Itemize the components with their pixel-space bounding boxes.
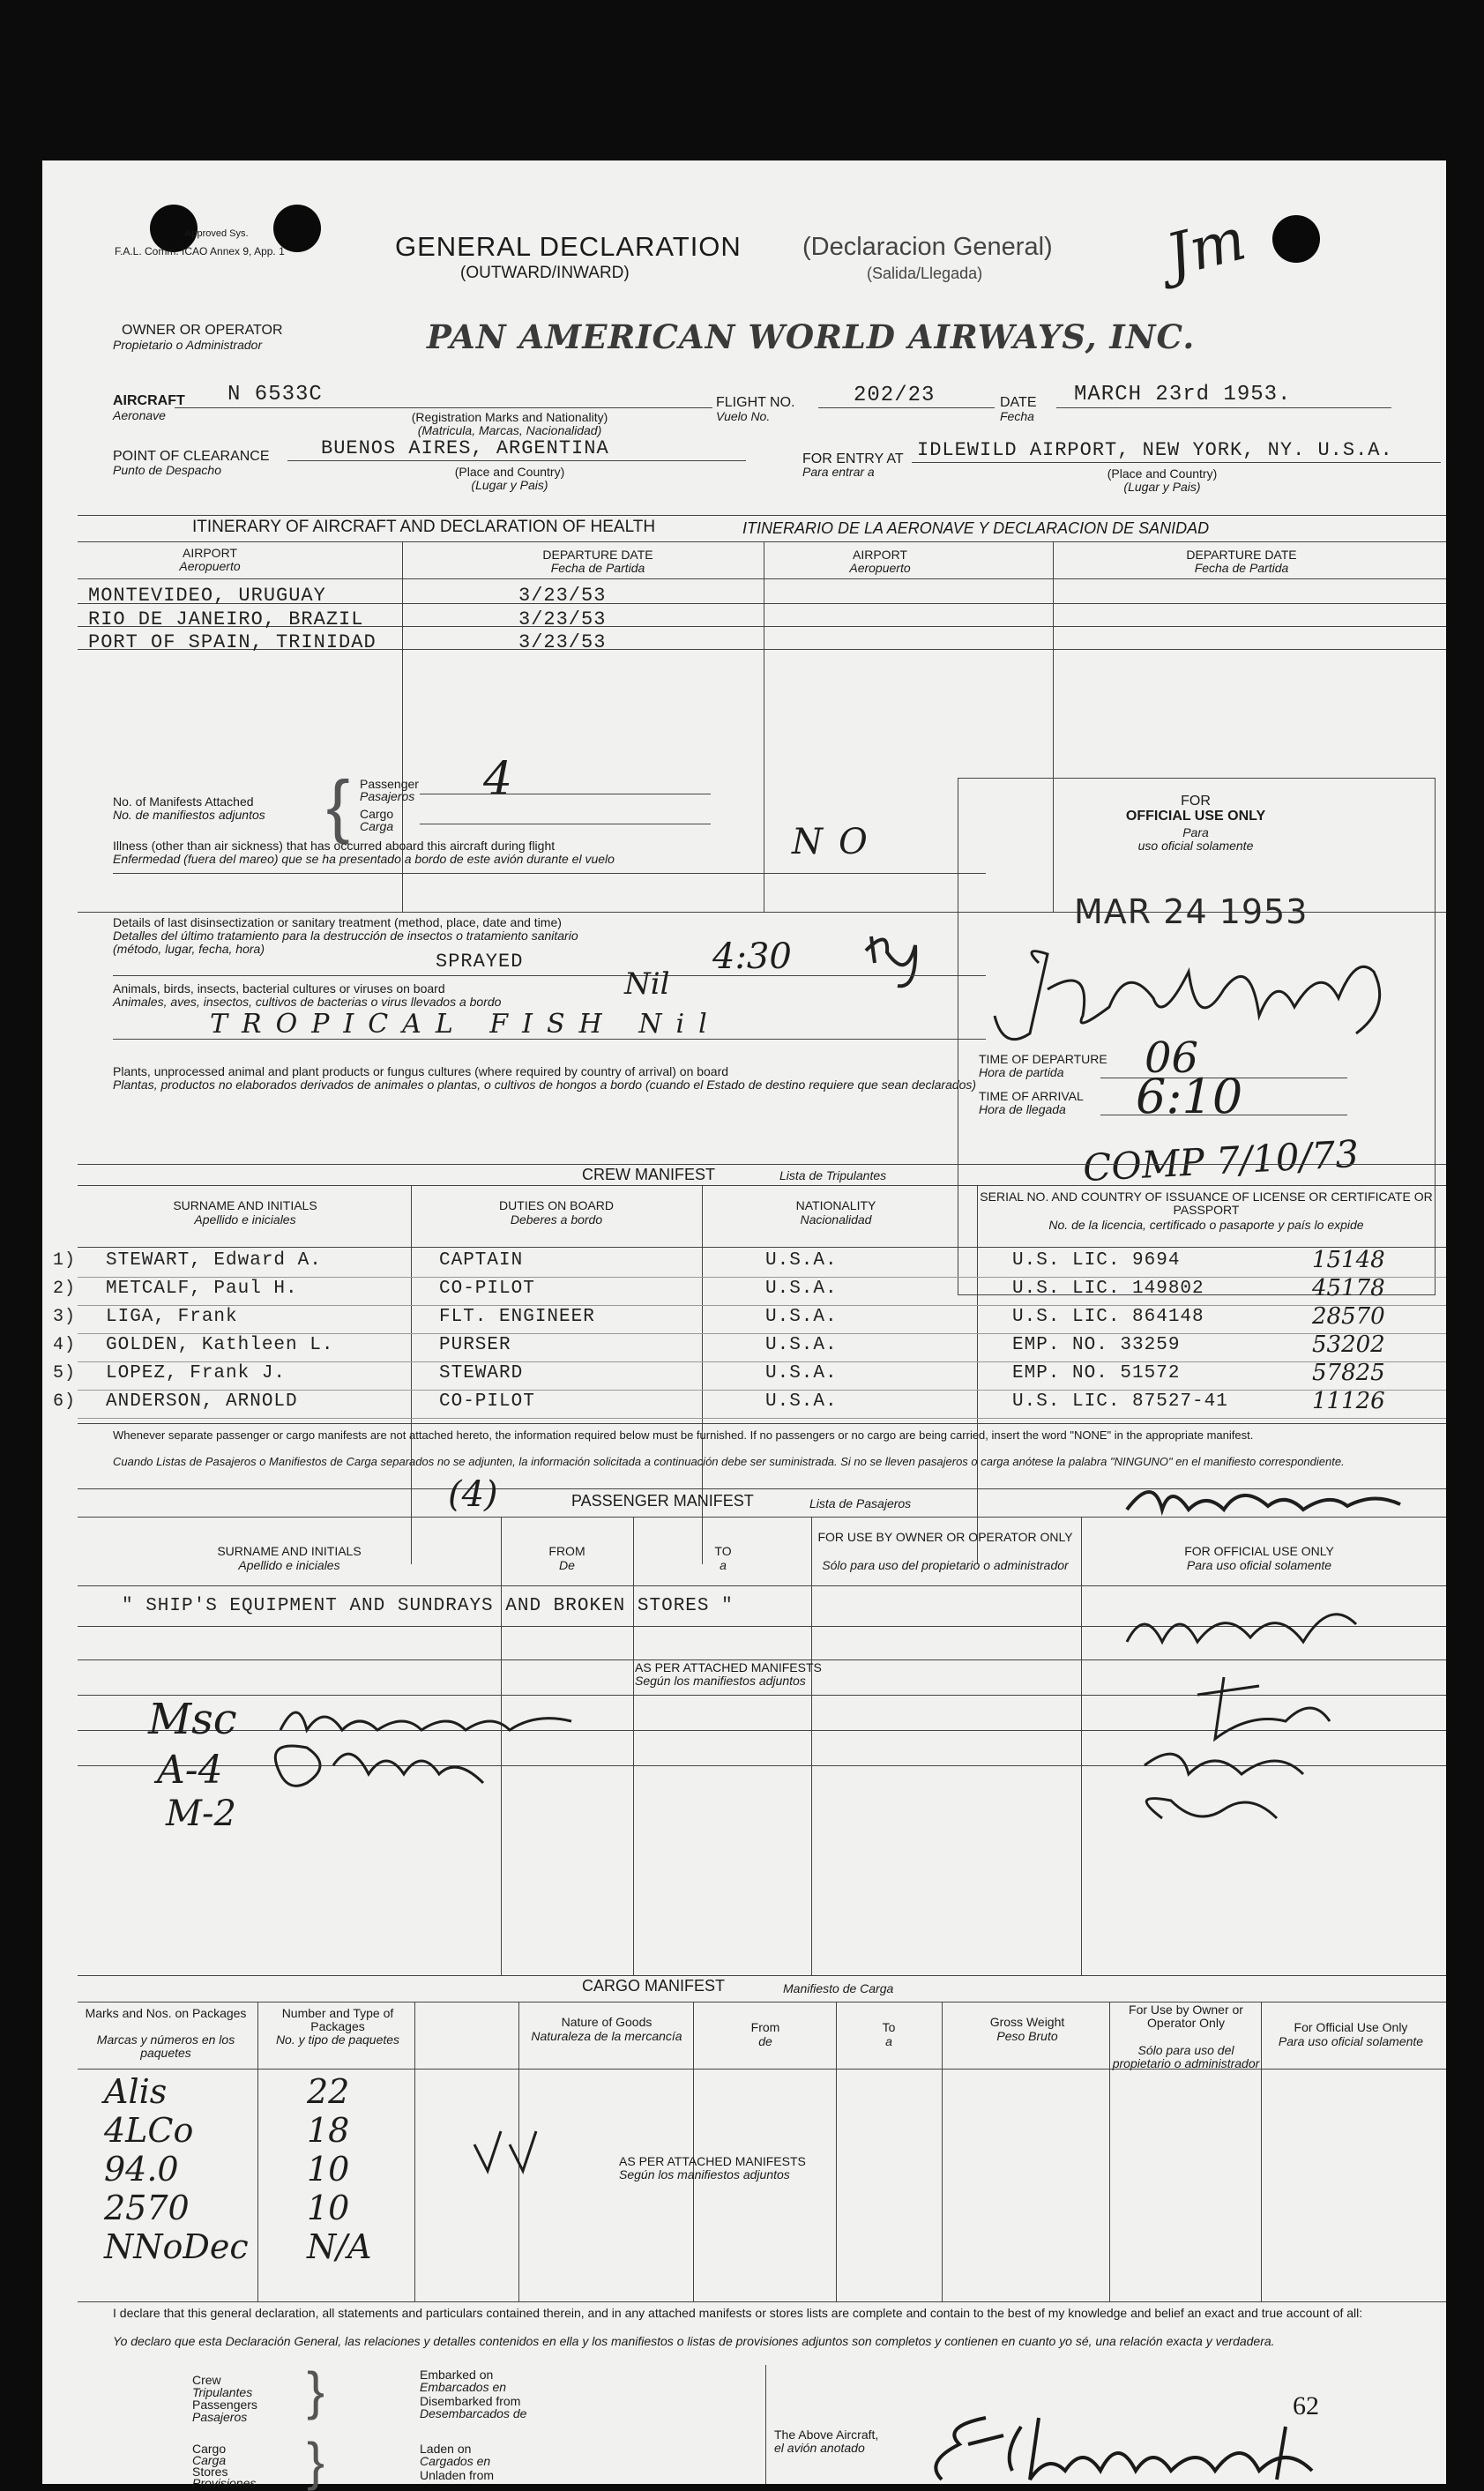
clearance-label-es: Punto de Despacho bbox=[113, 463, 221, 477]
decl-unladen: Unladen from bbox=[420, 2468, 495, 2482]
decl-crew-es: Tripulantes bbox=[192, 2385, 253, 2399]
itinerary-airport-header: AIRPORT bbox=[183, 546, 237, 560]
crew-handwritten-id: 15148 bbox=[1312, 1247, 1385, 1273]
itinerary-date-header-es-2: Fecha de Partida bbox=[1194, 561, 1289, 575]
official-handwritten-notes bbox=[1109, 1589, 1436, 2012]
passenger-label: Passenger bbox=[360, 777, 419, 791]
cargo-from-header: From bbox=[750, 2020, 780, 2034]
cargo-packages-header-es: No. y tipo de paquetes bbox=[275, 2032, 400, 2047]
aircraft-label: AIRCRAFT bbox=[113, 393, 185, 408]
crew-duty: FLT. ENGINEER bbox=[439, 1307, 595, 1327]
arrival-time-label-es: Hora de llegada bbox=[979, 1102, 1066, 1116]
crew-serial: U.S. LIC. 87527-41 bbox=[1012, 1391, 1228, 1412]
arrival-date-stamp: MAR 24 1953 bbox=[1074, 892, 1309, 931]
departure-time-label: TIME OF DEPARTURE bbox=[979, 1052, 1107, 1066]
passenger-to-header: TO bbox=[714, 1544, 732, 1558]
cargo-marks: 4LCo bbox=[104, 2111, 194, 2150]
crew-name-header: SURNAME AND INITIALS bbox=[173, 1198, 317, 1212]
cargo-weight-header: Gross Weight bbox=[989, 2015, 1065, 2029]
itinerary-date-header-2: DEPARTURE DATE bbox=[1186, 548, 1297, 562]
handwritten-initials: Jm bbox=[1160, 205, 1253, 290]
itinerary-date-header-es: Fecha de Partida bbox=[550, 561, 645, 575]
official-title-2: OFFICIAL USE ONLY bbox=[1125, 809, 1266, 824]
animals-label: Animals, birds, insects, bacterial cultures or viruses on board bbox=[113, 981, 445, 996]
illness-value: NO bbox=[792, 822, 884, 862]
manifests-label: No. of Manifests Attached bbox=[113, 794, 254, 809]
passenger-official-header: FOR OFFICIAL USE ONLY bbox=[1184, 1544, 1334, 1558]
crew-row-number: 1) bbox=[53, 1250, 77, 1271]
crew-duties-header: DUTIES ON BOARD bbox=[499, 1198, 614, 1212]
entry-label-es: Para entrar a bbox=[802, 465, 875, 479]
cargo-package-count: N/A bbox=[307, 2227, 372, 2266]
disinsection-initials bbox=[862, 928, 933, 989]
crew-nationality: U.S.A. bbox=[765, 1279, 838, 1299]
passenger-handwriting-scribble-2 bbox=[254, 1730, 536, 1801]
passenger-name-header-es: Apellido e iniciales bbox=[238, 1558, 340, 1572]
disinsection-label-es2: (método, lugar, fecha, hora) bbox=[113, 942, 265, 956]
captain-signature bbox=[906, 2409, 1400, 2484]
itinerary-airport-header-es-2: Aeropuerto bbox=[849, 561, 911, 575]
passenger-owner-header-es: Sólo para uso del propietario o administrador bbox=[822, 1558, 1069, 1572]
crew-serial: U.S. LIC. 149802 bbox=[1012, 1279, 1204, 1299]
clearance-note-es: (Lugar y Pais) bbox=[471, 478, 548, 492]
cargo-to-header-es: a bbox=[885, 2034, 892, 2048]
crew-serial: EMP. NO. 51572 bbox=[1012, 1363, 1181, 1383]
passenger-title: PASSENGER MANIFEST bbox=[571, 1492, 754, 1510]
crew-duty: CAPTAIN bbox=[439, 1250, 524, 1271]
form-title-es: (Declaracion General) bbox=[802, 233, 1053, 261]
cargo-package-count: 22 bbox=[307, 2072, 350, 2111]
itinerary-airport-header-es: Aeropuerto bbox=[179, 559, 241, 573]
passenger-manifest-count: 4 bbox=[483, 753, 513, 806]
crew-handwritten-id: 57825 bbox=[1312, 1360, 1385, 1386]
entry-label: FOR ENTRY AT bbox=[802, 451, 904, 466]
itinerary-title-es: ITINERARIO DE LA AERONAVE Y DECLARACION DE SANIDAD bbox=[742, 519, 1210, 537]
decl-cargo: Cargo bbox=[192, 2442, 227, 2456]
cargo-attached-es: Según los manifiestos adjuntos bbox=[619, 2167, 790, 2181]
crew-notice-es: Cuando Listas de Pasajeros o Manifiestos de Carga separados no se adjunten, la información solicitada a continuación debe ser suministrada. Si no se lleven pasajeros o carga anótese la palabra "NINGUNO" en el manifiesto correspondiente. bbox=[113, 1455, 1345, 1468]
cargo-marks: Alis bbox=[104, 2072, 168, 2111]
cargo-label-es: Carga bbox=[360, 819, 394, 833]
disinsection-time: 4:30 bbox=[712, 936, 792, 977]
cargo-marks-header: Marks and Nos. on Packages bbox=[85, 2006, 247, 2020]
declaration-text-es: Yo declaro que esta Declaración General, las relaciones y detalles contenidos en ella y los manifiestos o listas de provisiones adjuntos son completos y contienen en cuanto yo sé, una relación exacta y verdadera. bbox=[113, 2334, 1275, 2348]
declaration-text: I declare that this general declaration, all statements and particulars contained therein, and in any attached manifests or stores lists are complete and contain to the best of my knowledge and belief an exact and true account of all: bbox=[113, 2306, 1363, 2320]
cargo-label: Cargo bbox=[360, 807, 394, 821]
cargo-owner-header: For Use by Owner or Operator Only bbox=[1129, 2002, 1243, 2030]
decl-disembarked-es: Desembarcados de bbox=[420, 2406, 527, 2420]
form-subtitle: (OUTWARD/INWARD) bbox=[460, 264, 630, 282]
decl-laden: Laden on bbox=[420, 2442, 472, 2456]
crew-name: ANDERSON, ARNOLD bbox=[106, 1391, 298, 1412]
animals-handwritten-value: Nil bbox=[624, 966, 670, 1002]
cargo-marks: 94.0 bbox=[104, 2150, 179, 2189]
passenger-title-es: Lista de Pasajeros bbox=[809, 1496, 912, 1510]
crew-notice: Whenever separate passenger or cargo manifests are not attached hereto, the information required below must be furnished. If no passengers or no cargo are being carried, insert the word "NONE" in the appropriate manifest. bbox=[113, 1428, 1254, 1442]
flight-number: 202/23 bbox=[854, 384, 936, 407]
crew-row-number: 4) bbox=[53, 1335, 77, 1355]
crew-row-number: 6) bbox=[53, 1391, 77, 1412]
decl-laden-es: Cargados en bbox=[420, 2454, 491, 2468]
itinerary-row: PORT OF SPAIN, TRINIDAD bbox=[88, 631, 377, 653]
crew-row-number: 3) bbox=[53, 1307, 77, 1327]
crew-serial: EMP. NO. 33259 bbox=[1012, 1335, 1181, 1355]
operator-label: OWNER OR OPERATOR bbox=[122, 323, 283, 338]
comp-note: COMP 7/10/73 bbox=[1081, 1131, 1361, 1190]
crew-duties-header-es: Deberes a bordo bbox=[510, 1212, 603, 1227]
crew-name: LOPEZ, Frank J. bbox=[106, 1363, 287, 1383]
official-title-es: Para bbox=[1182, 825, 1209, 839]
declaration-form: Approved Sys. F.A.L. Comm. ICAO Annex 9, App. 1 GENERAL DECLARATION (OUTWARD/INWARD) (Declaracion General) (Salida/Llegada) Jm OWNER OR OPERATOR Propietario o Administrador PAN AMERICAN WORLD AIRWAYS, INC. AIRCRAFT Aeronave N 6533C (Registration Marks and Nationality) (Matricula, Marcas, Nacionalidad) FLIGHT NO. Vuelo No. 202/23 DATE Fecha MARCH 23rd 1953. POINT OF CLEARANCE Punto de Despacho BUENOS AIRES, ARGENTINA (Place and Country) (Lugar y Pais) FOR ENTRY AT Para entrar a IDLEWILD AIRPORT, NEW YORK, NY. U.S.A. (Place and Country) (Lugar y Pais) ITINERARY OF AIRCRAFT AND DECLARATION OF HEALTH ITINERARIO DE LA AERONAVE Y DECLARACION DE SANIDAD AIRPORT Aeropuerto DEPARTURE DATE Fecha de Partida AIRPORT Aeropuerto DEPARTURE DATE Fecha de Partida MONTEVIDEO, URUGUAY 3/23/53 RIO DE JANEIRO, BRAZIL 3/23/53 PORT OF SPAIN, TRINIDAD 3/23/53 No. of Manifests Attached No. de manifiestos adjuntos { Passenger Pasajeros 4 Cargo Carga Illness (other than air sickness) that has occurred aboard this aircraft during flight Enfermedad (fuera del mareo) que se ha presentado a bordo de este avión durante el vuelo NO Details of last disinsectization or sanitary treatment (method, place, date and time) Detalles del último tratamiento para la destrucción de insectos o tratamiento sanitario (método, lugar, fecha, hora) SPRAYED 4:30 Animals, birds, insects, bacterial cultures or viruses on board Nil Animales, aves, insectos, cultivos de bacterias o virus llevados a bordo TROPICAL FISH Nil Plants, unprocessed animal and plant products or fungus cultures (where required by country of arrival) on board Plantas, productos no elaborados derivados de animales o plantas, o cultivos de hongos a bordo (cuando el Estado de destino requiere que sean declarados) FOR OFFICIAL USE ONLY Para uso oficial solamente MAR 24 1953 TIME OF DEPARTURE Hora de partida 06 TIME OF ARRIVAL Hora de llegada 6:10 COMP 7/10/73 CREW MANIFEST Lista de Tripulantes SURNAME AND INITIALS Apellido e iniciales DUTIES ON BOARD Deberes a bordo NATIONALITY Nacionalidad SERIAL NO. AND COUNTRY OF ISSUANCE OF LICENSE OR CERTIFICATE OR PASSPORT No. de la licencia, certificado o pasaporte y país lo expide Whenever separate passenger or cargo manifests are not attached hereto, the information required below must be furnished. If no passengers or no cargo are being carried, insert the word "NONE" in the appropriate manifest. Cuando Listas de Pasajeros o Manifiestos de Carga separados no se adjunten, la información solicitada a continuación debe ser suministrada. Si no se lleven pasajeros o carga anótese la palabra "NINGUNO" en el manifiesto correspondiente. (4) PASSENGER MANIFEST Lista de Pasajeros SURNAME AND INITIALS Apellido e iniciales FROM De TO a FOR USE BY OWNER OR OPERATOR ONLY Sólo para uso del propietario o administrador FOR OFFICIAL USE ONLY Para uso oficial solamente " SHIP'S EQUIPMENT AND SUNDRAYS AND BROKEN STORES " AS PER ATTACHED MANIFESTS Según los manifiestos adjuntos Msc A-4 M-2 CARGO MANIFEST Manifiesto de Carga Marks and Nos. on Packages Marcas y números en los paquetes Number and Type of Packages No. y tipo de paquetes Nature of Goods Naturaleza de la mercancía From de To a Gross Weight Peso Bruto For Use by Owner or Operator Only Sólo para uso del propietario o administrador For Official Use Only Para uso oficial solamente AS PER ATTACHED MANIFESTS Según los manifiestos adjuntos I declare that this general declaration, all statements and particulars contained therein, and in any attached manifests or stores lists are complete and contain to the best of my knowledge and belief an exact and true account of all: Yo declaro que esta Declaración General, las relaciones y detalles contenidos en ella y los manifiestos o listas de provisiones adjuntos son completos y contienen en cuanto yo sé, una relación exacta y verdadera. Crew Tripulantes Passengers Pasajeros } Embarked on Embarcados en Disembarked from Desembarcados de Cargo Carga Stores Provisiones } Laden on Cargados en Unladen from The Above Aircraft, el avión anotado 62 1) STEWART, Edward A. CAPTAIN U.S.A. U.S. LIC. 9694 15148 2) METCALF, Paul H. CO-PILOT U.S.A. U.S. LIC. 149802 45178 3) LIGA, Frank FLT. ENGINEER U.S.A. U.S. LIC. 864148 28570 4) GOLDEN, Kathleen L. PURSER U.S.A. EMP. NO. 33259 53202 5) LOPEZ, Frank J. STEWARD U.S.A. EMP. NO. 51572 57825 6) ANDERSON, ARNOLD CO-PILOT U.S.A. U.S. LIC. 87527-41 11126 Alis 22 4LCo 18 94.0 10 2570 10 NNoDec N/A bbox=[42, 160, 1446, 2484]
animals-label-es: Animales, aves, insectos, cultivos de bacterias o virus llevados a bordo bbox=[113, 995, 502, 1009]
disinsection-label: Details of last disinsectization or sanitary treatment (method, place, date and time) bbox=[113, 915, 562, 929]
aircraft-note: (Registration Marks and Nationality) bbox=[411, 410, 608, 424]
passenger-handwritten-1: Msc bbox=[148, 1695, 237, 1744]
cargo-title: CARGO MANIFEST bbox=[582, 1977, 726, 1995]
cargo-nature-header-es: Naturaleza de la mercancía bbox=[531, 2029, 682, 2043]
cargo-attached: AS PER ATTACHED MANIFESTS bbox=[619, 2154, 806, 2168]
illness-label-es: Enfermedad (fuera del mareo) que se ha presentado a bordo de este avión durante el vuelo bbox=[113, 852, 615, 866]
itinerary-row-date: 3/23/53 bbox=[518, 608, 607, 630]
crew-name: GOLDEN, Kathleen L. bbox=[106, 1335, 334, 1355]
approval-stamp: Approved Sys. bbox=[185, 228, 249, 239]
itinerary-row-date: 3/23/53 bbox=[518, 631, 607, 653]
crew-nationality: U.S.A. bbox=[765, 1307, 838, 1327]
manifests-label-es: No. de manifiestos adjuntos bbox=[113, 808, 265, 822]
crew-handwritten-id: 45178 bbox=[1312, 1275, 1385, 1301]
clearance-note: (Place and Country) bbox=[454, 465, 565, 479]
passenger-from-header: FROM bbox=[548, 1544, 585, 1558]
crew-title: CREW MANIFEST bbox=[582, 1166, 715, 1183]
crew-duty: CO-PILOT bbox=[439, 1279, 535, 1299]
crew-nationality: U.S.A. bbox=[765, 1335, 838, 1355]
arrival-time-label: TIME OF ARRIVAL bbox=[979, 1089, 1084, 1103]
operator-name: PAN AMERICAN WORLD AIRWAYS, INC. bbox=[427, 317, 1196, 356]
itinerary-row-date: 3/23/53 bbox=[518, 585, 607, 607]
passenger-label-es: Pasajeros bbox=[360, 789, 415, 803]
passenger-handwritten-2: A-4 bbox=[157, 1748, 223, 1793]
flight-label-es: Vuelo No. bbox=[716, 409, 771, 423]
punch-hole bbox=[1272, 215, 1320, 263]
disinsection-label-es: Detalles del último tratamiento para la destrucción de insectos o tratamiento sanitario bbox=[113, 929, 578, 943]
flight-label: FLIGHT NO. bbox=[716, 395, 795, 410]
aircraft-registration: N 6533C bbox=[227, 383, 323, 406]
flight-date: MARCH 23rd 1953. bbox=[1074, 383, 1292, 406]
cargo-owner-header-es: Sólo para uso del propietario o administrador bbox=[1112, 2043, 1260, 2070]
date-label: DATE bbox=[1000, 395, 1037, 410]
crew-name: LIGA, Frank bbox=[106, 1307, 238, 1327]
crew-row-number: 2) bbox=[53, 1279, 77, 1299]
approval-reference: F.A.L. Comm. ICAO Annex 9, App. 1 bbox=[115, 245, 285, 257]
crew-handwritten-id: 53202 bbox=[1312, 1331, 1385, 1358]
plants-label-es: Plantas, productos no elaborados derivados de animales o plantas, o cultivos de hongos a bordo (cuando el Estado de destino requiere que sean declarados) bbox=[113, 1078, 977, 1092]
crew-nationality: U.S.A. bbox=[765, 1363, 838, 1383]
decl-aircraft: The Above Aircraft, bbox=[774, 2428, 879, 2442]
cargo-check-marks bbox=[466, 2127, 571, 2180]
itinerary-title: ITINERARY OF AIRCRAFT AND DECLARATION OF HEALTH bbox=[192, 518, 656, 536]
departure-time-value: 06 bbox=[1145, 1033, 1199, 1083]
clearance-label: POINT OF CLEARANCE bbox=[113, 449, 270, 464]
decl-embarked: Embarked on bbox=[420, 2368, 494, 2382]
form-subtitle-es: (Salida/Llegada) bbox=[867, 265, 983, 282]
cargo-to-header: To bbox=[882, 2020, 896, 2034]
itinerary-row: MONTEVIDEO, URUGUAY bbox=[88, 585, 326, 607]
crew-serial: U.S. LIC. 9694 bbox=[1012, 1250, 1181, 1271]
crew-duty: STEWARD bbox=[439, 1363, 524, 1383]
decl-passengers: Passengers bbox=[192, 2398, 257, 2412]
passenger-handwritten-3: M-2 bbox=[166, 1794, 236, 1834]
disinsection-method: SPRAYED bbox=[436, 951, 524, 973]
passenger-name-header: SURNAME AND INITIALS bbox=[217, 1544, 362, 1558]
cargo-marks: 2570 bbox=[104, 2189, 190, 2227]
itinerary-airport-header-2: AIRPORT bbox=[853, 548, 907, 562]
aircraft-note-es: (Matricula, Marcas, Nacionalidad) bbox=[417, 423, 602, 437]
crew-title-es: Lista de Tripulantes bbox=[779, 1168, 887, 1182]
cargo-package-count: 18 bbox=[307, 2111, 350, 2150]
cargo-official-header: For Official Use Only bbox=[1294, 2020, 1408, 2034]
cargo-title-es: Manifiesto de Carga bbox=[783, 1981, 894, 1995]
entry-note: (Place and Country) bbox=[1107, 466, 1218, 481]
passenger-owner-header: FOR USE BY OWNER OR OPERATOR ONLY bbox=[817, 1530, 1073, 1544]
page-number: 62 bbox=[1293, 2391, 1319, 2420]
crew-nationality: U.S.A. bbox=[765, 1250, 838, 1271]
official-title: FOR bbox=[1181, 794, 1211, 809]
decl-aircraft-es: el avión anotado bbox=[774, 2441, 865, 2455]
crew-duty: CO-PILOT bbox=[439, 1391, 535, 1412]
crew-handwritten-id: 28570 bbox=[1312, 1303, 1385, 1330]
cargo-official-header-es: Para uso oficial solamente bbox=[1278, 2034, 1424, 2048]
date-label-es: Fecha bbox=[1000, 409, 1034, 423]
illness-label: Illness (other than air sickness) that has occurred aboard this aircraft during flight bbox=[113, 839, 556, 853]
animals-value: TROPICAL FISH Nil bbox=[210, 1009, 721, 1040]
decl-disembarked: Disembarked from bbox=[420, 2394, 521, 2408]
cargo-weight-header-es: Peso Bruto bbox=[996, 2029, 1058, 2043]
crew-serial-header-es: No. de la licencia, certificado o pasaporte y país lo expide bbox=[1048, 1218, 1364, 1232]
itinerary-row: RIO DE JANEIRO, BRAZIL bbox=[88, 608, 364, 630]
entry-point: IDLEWILD AIRPORT, NEW YORK, NY. U.S.A. bbox=[917, 439, 1393, 461]
passenger-manifest-initials bbox=[1118, 1474, 1418, 1527]
crew-serial-header: SERIAL NO. AND COUNTRY OF ISSUANCE OF LICENSE OR CERTIFICATE OR PASSPORT bbox=[980, 1190, 1433, 1217]
crew-duty: PURSER bbox=[439, 1335, 511, 1355]
passenger-stores-entry: " SHIP'S EQUIPMENT AND SUNDRAYS AND BROKEN STORES " bbox=[122, 1596, 734, 1616]
passenger-to-header-es: a bbox=[720, 1558, 727, 1572]
crew-row-number: 5) bbox=[53, 1363, 77, 1383]
passenger-attached: AS PER ATTACHED MANIFESTS bbox=[635, 1660, 822, 1674]
cargo-package-count: 10 bbox=[307, 2189, 350, 2227]
crew-handwritten-id: 11126 bbox=[1312, 1388, 1385, 1414]
crew-name: STEWART, Edward A. bbox=[106, 1250, 322, 1271]
entry-note-es: (Lugar y Pais) bbox=[1123, 480, 1201, 494]
decl-crew: Crew bbox=[192, 2373, 221, 2387]
crew-serial: U.S. LIC. 864148 bbox=[1012, 1307, 1204, 1327]
cargo-marks-header-es: Marcas y números en los paquetes bbox=[96, 2032, 235, 2060]
operator-label-es: Propietario o Administrador bbox=[113, 338, 263, 352]
decl-stores: Stores bbox=[192, 2465, 228, 2479]
passenger-official-header-es: Para uso oficial solamente bbox=[1186, 1558, 1332, 1572]
crew-nationality-header: NATIONALITY bbox=[795, 1198, 876, 1212]
departure-time-label-es: Hora de partida bbox=[979, 1065, 1064, 1079]
passenger-count: (4) bbox=[448, 1474, 498, 1515]
crew-nationality-header-es: Nacionalidad bbox=[800, 1212, 872, 1227]
decl-passengers-es: Pasajeros bbox=[192, 2410, 248, 2424]
passenger-from-header-es: De bbox=[559, 1558, 575, 1572]
official-title-es-2: uso oficial solamente bbox=[1137, 839, 1254, 853]
form-title: GENERAL DECLARATION bbox=[395, 231, 742, 262]
cargo-package-count: 10 bbox=[307, 2150, 350, 2189]
plants-label: Plants, unprocessed animal and plant products or fungus cultures (where required by country of arrival) on board bbox=[113, 1064, 729, 1078]
crew-name-header-es: Apellido e iniciales bbox=[194, 1212, 296, 1227]
decl-stores-es: Provisiones bbox=[192, 2476, 257, 2490]
passenger-attached-es: Según los manifiestos adjuntos bbox=[635, 1674, 806, 1688]
clearance-point: BUENOS AIRES, ARGENTINA bbox=[321, 437, 609, 459]
crew-name: METCALF, Paul H. bbox=[106, 1279, 298, 1299]
aircraft-label-es: Aeronave bbox=[113, 408, 166, 422]
cargo-from-header-es: de bbox=[758, 2034, 772, 2048]
decl-embarked-es: Embarcados en bbox=[420, 2380, 507, 2394]
cargo-marks: NNoDec bbox=[104, 2227, 249, 2266]
itinerary-date-header: DEPARTURE DATE bbox=[542, 548, 653, 562]
arrival-time-value: 6:10 bbox=[1136, 1069, 1243, 1124]
cargo-nature-header: Nature of Goods bbox=[561, 2015, 653, 2029]
cargo-packages-header: Number and Type of Packages bbox=[281, 2006, 394, 2033]
crew-nationality: U.S.A. bbox=[765, 1391, 838, 1412]
decl-cargo-es: Carga bbox=[192, 2453, 227, 2467]
